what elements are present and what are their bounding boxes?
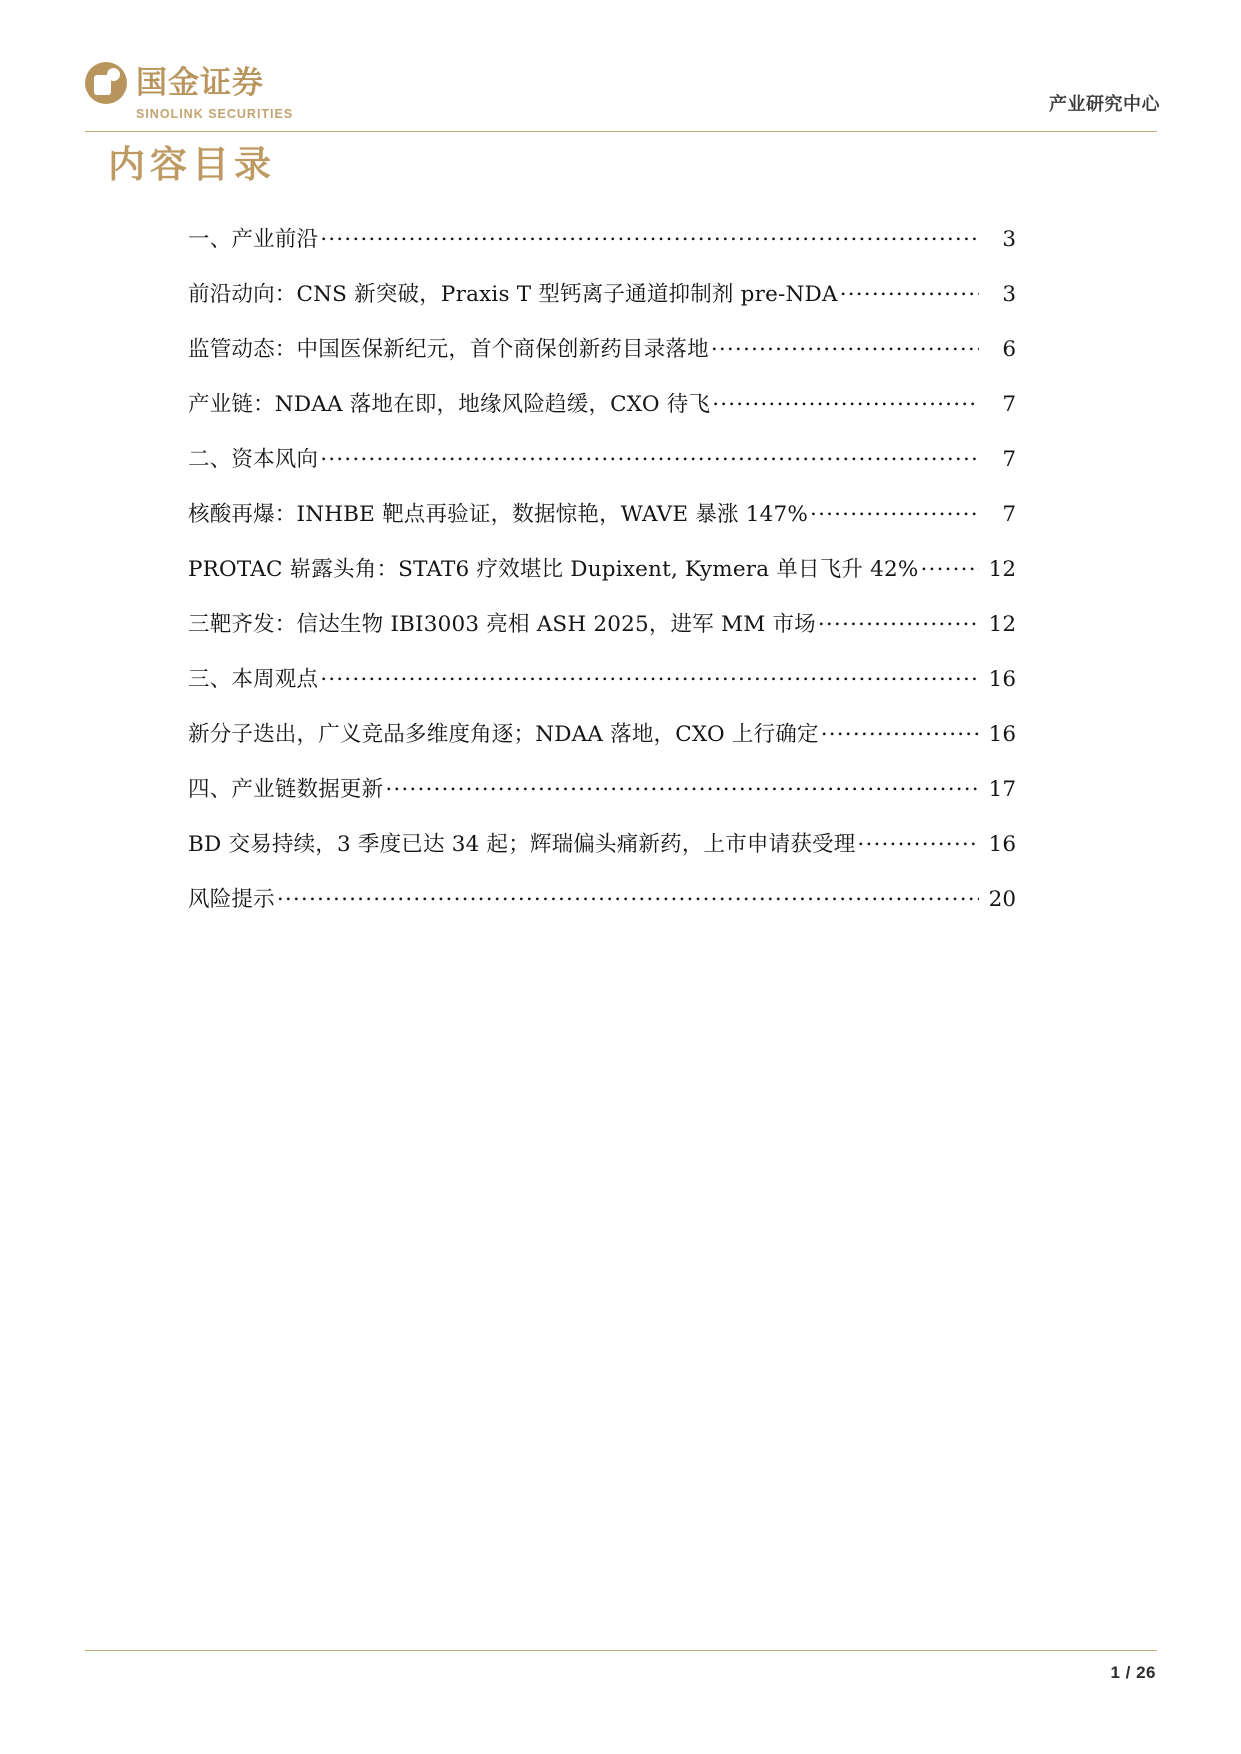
toc-entry[interactable] <box>188 827 1016 882</box>
toc-entry-label: 三、本周观点 <box>188 667 319 692</box>
toc-entry[interactable] <box>188 607 1016 662</box>
toc-entry[interactable] <box>188 332 1016 387</box>
toc-entry[interactable] <box>188 552 1016 607</box>
toc-leader-dots <box>277 885 979 907</box>
toc-entry-label: 风险提示 <box>188 887 275 912</box>
logo-company-name-cn: 国金证券 <box>136 64 264 101</box>
toc-leader-dots <box>821 720 979 742</box>
toc-entry-label: PROTAC 崭露头角：STAT6 疗效堪比 Dupixent, Kymera 单日飞升 42% <box>188 557 919 582</box>
table-of-contents <box>188 222 1016 937</box>
toc-entry-page: 12 <box>988 557 1016 582</box>
toc-entry[interactable] <box>188 662 1016 717</box>
toc-entry[interactable] <box>188 222 1016 277</box>
toc-entry-page: 16 <box>988 667 1016 692</box>
toc-leader-dots <box>320 445 979 467</box>
toc-entry-label: 二、资本风向 <box>188 447 319 472</box>
toc-entry-label: 产业链：NDAA 落地在即，地缘风险趋缓，CXO 待飞 <box>188 392 711 417</box>
toc-entry-page: 16 <box>988 722 1016 747</box>
toc-entry[interactable] <box>188 442 1016 497</box>
sinolink-logo-icon <box>85 62 127 104</box>
toc-entry-page: 3 <box>1002 227 1016 252</box>
toc-entry-page: 6 <box>1002 337 1016 362</box>
footer-divider <box>85 1650 1157 1651</box>
toc-entry-page: 20 <box>988 887 1016 912</box>
toc-entry-page: 16 <box>988 832 1016 857</box>
toc-entry[interactable] <box>188 387 1016 442</box>
toc-entry[interactable] <box>188 772 1016 827</box>
toc-entry-label: 新分子迭出，广义竞品多维度角逐；NDAA 落地，CXO 上行确定 <box>188 722 819 747</box>
toc-leader-dots <box>810 500 979 522</box>
toc-leader-dots <box>711 335 979 357</box>
toc-entry-page: 17 <box>988 777 1016 802</box>
toc-entry-label: 前沿动向：CNS 新突破，Praxis T 型钙离子通道抑制剂 pre-NDA <box>188 282 838 307</box>
toc-entry-label: 核酸再爆：INHBE 靶点再验证，数据惊艳，WAVE 暴涨 147% <box>188 502 809 527</box>
toc-entry[interactable] <box>188 882 1016 937</box>
toc-entry-label: BD 交易持续，3 季度已达 34 起；辉瑞偏头痛新药，上市申请获受理 <box>188 832 856 857</box>
toc-leader-dots <box>840 280 979 302</box>
toc-entry-page: 7 <box>1002 392 1016 417</box>
toc-leader-dots <box>385 775 979 797</box>
toc-entry[interactable] <box>188 497 1016 552</box>
toc-entry-page: 7 <box>1002 502 1016 527</box>
page-title: 内容目录 <box>108 142 276 186</box>
toc-entry-label: 三靶齐发：信达生物 IBI3003 亮相 ASH 2025，进军 MM 市场 <box>188 612 816 637</box>
footer-page-number: 1 / 26 <box>1110 1663 1156 1682</box>
page-header <box>85 62 1160 130</box>
toc-entry[interactable] <box>188 277 1016 332</box>
toc-leader-dots <box>921 555 979 577</box>
toc-leader-dots <box>818 610 979 632</box>
toc-entry[interactable] <box>188 717 1016 772</box>
toc-entry-page: 12 <box>988 612 1016 637</box>
logo-row <box>85 62 264 104</box>
header-department-label: 产业研究中心 <box>1049 94 1160 115</box>
toc-leader-dots <box>320 225 979 247</box>
toc-entry-page: 3 <box>1002 282 1016 307</box>
toc-leader-dots <box>712 390 979 412</box>
toc-leader-dots <box>320 665 979 687</box>
toc-entry-page: 7 <box>1002 447 1016 472</box>
company-logo <box>85 62 293 121</box>
toc-entry-label: 一、产业前沿 <box>188 227 319 252</box>
logo-company-name-en: SINOLINK SECURITIES <box>136 107 294 121</box>
header-divider <box>85 131 1157 132</box>
toc-leader-dots <box>857 830 979 852</box>
toc-entry-label: 监管动态：中国医保新纪元，首个商保创新药目录落地 <box>188 337 709 362</box>
toc-entry-label: 四、产业链数据更新 <box>188 777 384 802</box>
